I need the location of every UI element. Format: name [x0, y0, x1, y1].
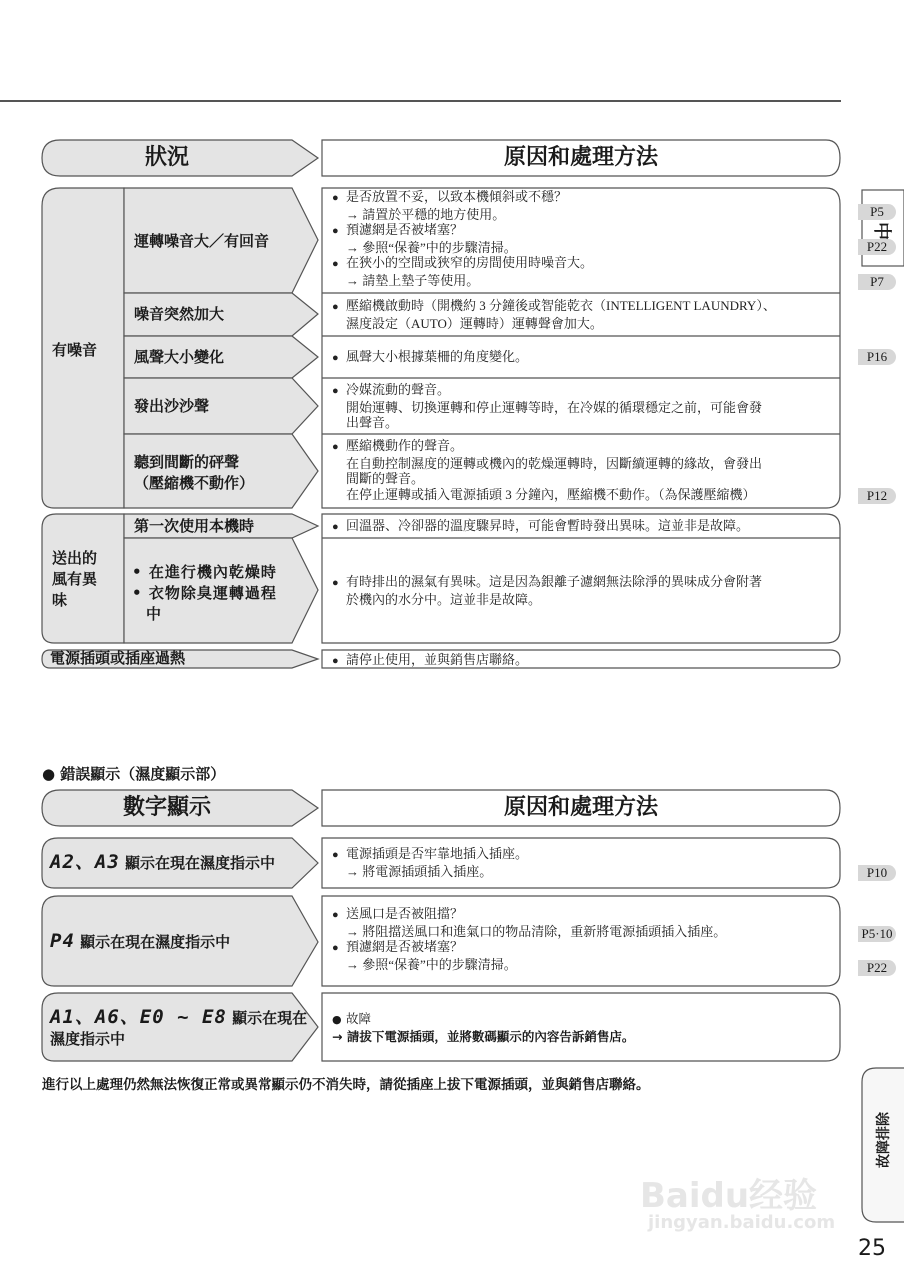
page-ref-p16[interactable]: P16 — [858, 349, 896, 365]
answer-rustling: ● 冷媒流動的聲音。 開始運轉、切換運轉和停止運轉等時，在冷媒的循環穩定之前，可能會發 出聲音。 — [332, 382, 762, 431]
page-ref-p22-b[interactable]: P22 — [858, 960, 896, 976]
footnote: 進行以上處理仍然無法恢復正常或異常顯示仍不消失時，請從插座上拔下電源插頭，並與銷售店聯絡。 — [42, 1077, 650, 1093]
page-ref-p5-10[interactable]: P5·10 — [858, 926, 896, 942]
watermark-logo: Baidu经验 — [640, 1176, 818, 1216]
section-title-error-display: ● 錯誤顯示（濕度顯示部） — [42, 765, 226, 783]
answer-plug-overheat: ● 請停止使用，並與銷售店聯絡。 — [332, 652, 528, 670]
error-row-a1-a6-e0-e8: A1、A6、E0 ~ E8 顯示在現在 濕度指示中 — [50, 1006, 308, 1048]
watermark-url: jingyan.baidu.com — [648, 1212, 836, 1233]
category-odor: 送出的 風有異 味 — [52, 549, 98, 609]
row-label-intermittent: 聽到間斷的砰聲 （壓縮機不動作） — [134, 453, 255, 492]
answer-loud-operation: ● 是否放置不妥，以致本機傾斜或不穩？ → 請置於平穩的地方使用。 ● 預濾網是否被堵塞？ → 參照“保養”中的步驟清掃。 ● 在狹小的空間或狹窄的房間使用時噪音大。 → 請墊上墊子等使用。 — [332, 189, 832, 288]
header-digital-display: 數字顯示 — [122, 795, 211, 820]
header-cause-remedy: 原因和處理方法 — [503, 145, 658, 170]
row-label-first-use: 第一次使用本機時 — [134, 517, 255, 535]
header-cause-remedy-2: 原因和處理方法 — [503, 795, 658, 820]
bullet-dot: • — [132, 563, 149, 581]
error-code: A1、A6、E0 ~ E8 — [50, 1006, 227, 1028]
answer-intermittent: ● 壓縮機動作的聲音。 在自動控制濕度的運轉或機內的乾燥運轉時，因斷續運轉的緣故，會發出 間斷的聲音。 在停止運轉或插入電源插頭 3 分鐘內，壓縮機不動作。（為保護壓縮機） — [332, 438, 762, 502]
error-code: P4 — [50, 930, 75, 952]
row-label-drying-deodor: • 在進行機內乾燥時 • 衣物除臭運轉過程 中 — [132, 563, 277, 623]
error-row-a2-a3: A2、A3 顯示在現在濕度指示中 — [50, 851, 276, 873]
page-ref-p22[interactable]: P22 — [858, 239, 896, 255]
row-label-wind-change: 風聲大小變化 — [134, 348, 225, 366]
row-label-rustling: 發出沙沙聲 — [134, 397, 210, 415]
error-row-p4: P4 顯示在現在濕度指示中 — [50, 930, 231, 952]
answer-p4: ● 送風口是否被阻擋？ → 將阻擋送風口和進氣口的物品清除，重新將電源插頭插入插座。 ● 預濾網是否被堵塞？ → 參照“保養”中的步驟清掃。 — [332, 906, 726, 972]
answer-sudden-noise: ● 壓縮機啟動時（開機約 3 分鐘後或智能乾衣（INTELLIGENT LAUNDRY）、 濕度設定（AUTO）運轉時）運轉聲會加大。 — [332, 298, 776, 331]
answer-a2-a3: ● 電源插頭是否牢靠地插入插座。 → 將電源插頭插入插座。 — [332, 846, 528, 879]
answer-drying-odor: ● 有時排出的濕氣有異味。這是因為銀離子濾網無法除淨的異味成分會附著 於機內的水分中。這並非是故障。 — [332, 574, 762, 607]
page-ref-p7[interactable]: P7 — [858, 274, 896, 290]
page-ref-p10[interactable]: P10 — [858, 865, 896, 881]
side-tab-language[interactable]: 中 — [871, 222, 892, 240]
page-number: 25 — [858, 1236, 886, 1261]
side-tab-troubleshooting[interactable]: 故障排除 — [876, 1112, 892, 1168]
category-plug-overheat: 電源插頭或插座過熱 — [50, 649, 186, 667]
error-code: A2、A3 — [50, 851, 120, 873]
answer-first-use: ● 回溫器、冷卻器的溫度驟昇時，可能會暫時發出異味。這並非是故障。 — [332, 518, 749, 536]
page-ref-p5[interactable]: P5 — [858, 204, 896, 220]
header-situation: 狀況 — [144, 145, 189, 170]
bullet-dot: • — [132, 584, 149, 602]
row-label-sudden-noise: 噪音突然加大 — [134, 305, 225, 323]
row-label-loud-operation: 運轉噪音大／有回音 — [134, 232, 270, 250]
answer-fault: ● 故障 → 請拔下電源插頭，並將數碼顯示的內容告訴銷售店。 — [332, 1010, 634, 1045]
answer-wind-change: ● 風聲大小根據葉柵的角度變化。 — [332, 349, 528, 367]
category-noise: 有噪音 — [52, 341, 98, 359]
page-ref-p12[interactable]: P12 — [858, 488, 896, 504]
